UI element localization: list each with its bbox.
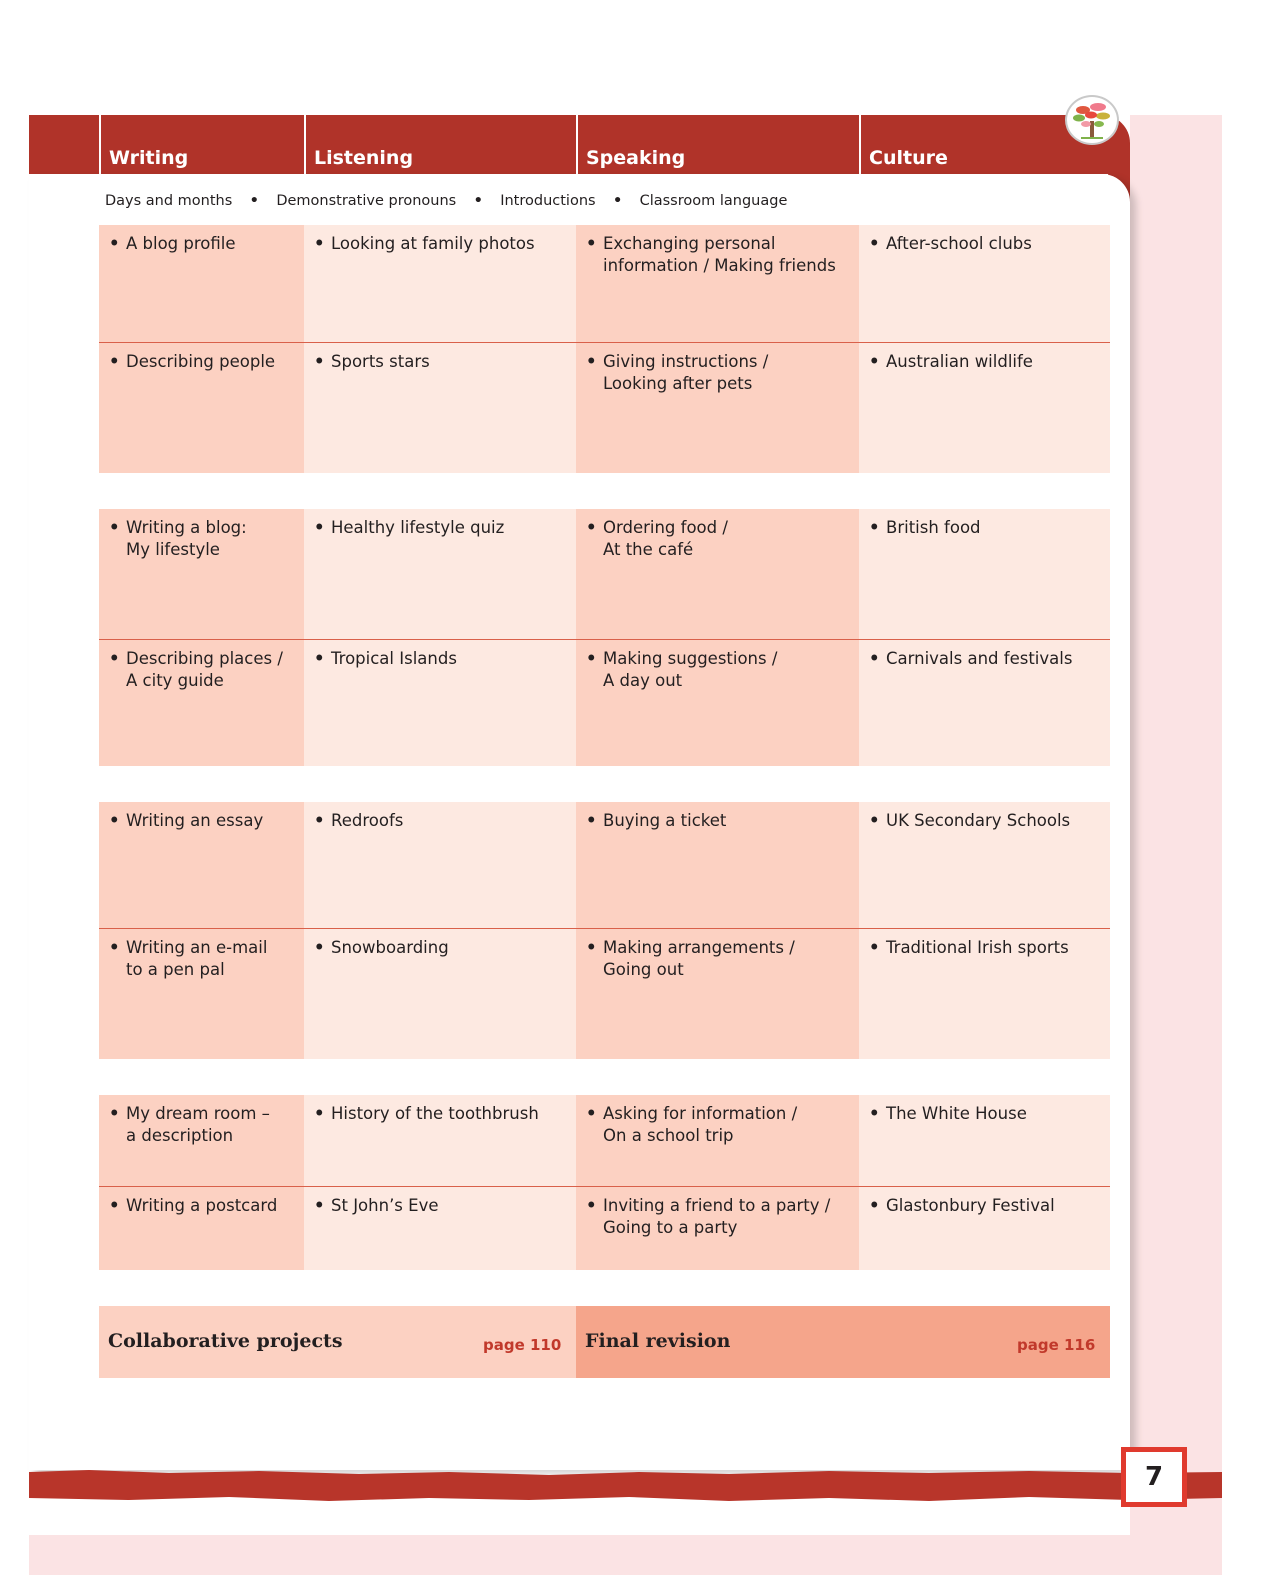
table-header [29, 115, 1130, 174]
table-cell [99, 1095, 304, 1187]
item-text: Making suggestions / A day out [603, 649, 778, 690]
list-item [869, 810, 1102, 832]
row-divider [99, 1186, 1110, 1187]
table-cell [99, 640, 304, 766]
table-cell [859, 929, 1110, 1059]
list-item [314, 648, 568, 670]
bullet-icon: • [869, 1104, 880, 1123]
table-cell [304, 225, 576, 342]
header-listening [304, 115, 576, 174]
header-label: Listening [314, 147, 414, 169]
header-label: Writing [109, 147, 189, 169]
item-text: Looking at family photos [331, 234, 535, 253]
list-item [109, 1103, 296, 1147]
topic-item: Demonstrative pronouns [276, 193, 457, 209]
item-text: Glastonbury Festival [886, 1196, 1055, 1215]
table-cell [304, 802, 576, 929]
item-text: Describing places / A city guide [126, 649, 283, 690]
topic-separator: • [612, 193, 623, 209]
table-cell [576, 509, 859, 640]
list-item [869, 1195, 1102, 1217]
list-item [109, 937, 296, 981]
list-item [314, 810, 568, 832]
bullet-icon: • [109, 1104, 120, 1123]
bullet-icon: • [109, 1196, 120, 1215]
table-cell [576, 225, 859, 342]
bullet-icon: • [869, 1196, 880, 1215]
table-row [99, 1095, 1110, 1187]
item-text: UK Secondary Schools [886, 811, 1071, 830]
topic-line [105, 193, 787, 209]
item-text: My dream room – a description [126, 1104, 270, 1145]
footer-row [99, 1306, 1110, 1378]
list-item [109, 648, 296, 692]
bullet-icon: • [869, 811, 880, 830]
final-revision-box [576, 1306, 1110, 1378]
item-text: British food [886, 518, 981, 537]
item-text: Making arrangements / Going out [603, 938, 795, 979]
table-row [99, 1187, 1110, 1270]
bullet-icon: • [314, 234, 325, 253]
footer-page-ref: page 116 [1017, 1336, 1096, 1354]
table-cell [304, 640, 576, 766]
list-item [586, 351, 851, 395]
table-row [99, 802, 1110, 929]
list-item [869, 648, 1102, 670]
bullet-icon: • [869, 518, 880, 537]
table-cell [304, 1095, 576, 1187]
table-row [99, 640, 1110, 766]
table-cell [859, 640, 1110, 766]
bullet-icon: • [109, 234, 120, 253]
bullet-icon: • [586, 649, 597, 668]
list-item [869, 351, 1102, 373]
table-cell [304, 509, 576, 640]
page-number-box [1121, 1447, 1187, 1507]
table-row [99, 929, 1110, 1059]
table-cell [99, 225, 304, 342]
table-cell [576, 1095, 859, 1187]
topic-item: Classroom language [639, 193, 788, 209]
bullet-icon: • [109, 352, 120, 371]
list-item [109, 1195, 296, 1217]
bullet-icon: • [109, 938, 120, 957]
list-item [109, 810, 296, 832]
bottom-band [29, 1535, 1222, 1575]
topic-item: Days and months [105, 193, 233, 209]
item-text: Writing an essay [126, 811, 264, 830]
bullet-icon: • [109, 811, 120, 830]
table-cell [859, 343, 1110, 473]
table-cell [576, 802, 859, 929]
header-label: Speaking [586, 147, 686, 169]
list-item [586, 648, 851, 692]
item-text: Writing an e-mail to a pen pal [126, 938, 268, 979]
list-item [869, 1103, 1102, 1125]
item-text: St John’s Eve [331, 1196, 439, 1215]
header-label: Culture [869, 147, 948, 169]
bullet-icon: • [109, 649, 120, 668]
list-item [586, 517, 851, 561]
item-text: Ordering food / At the café [603, 518, 728, 559]
footer-page-ref: page 110 [483, 1336, 562, 1354]
list-item [109, 517, 296, 561]
item-text: Snowboarding [331, 938, 449, 957]
tree-logo-icon [1065, 95, 1119, 145]
list-item [869, 517, 1102, 539]
list-item [314, 1103, 568, 1125]
item-text: Sports stars [331, 352, 430, 371]
list-item [586, 233, 851, 277]
table-cell [576, 929, 859, 1059]
item-text: Writing a postcard [126, 1196, 278, 1215]
item-text: Writing a blog: My lifestyle [126, 518, 247, 559]
table-cell [859, 1187, 1110, 1270]
bullet-icon: • [314, 1104, 325, 1123]
table-cell [99, 1187, 304, 1270]
list-item [586, 810, 851, 832]
item-text: Describing people [126, 352, 276, 371]
bullet-icon: • [586, 1104, 597, 1123]
list-item [109, 233, 296, 255]
bullet-icon: • [586, 938, 597, 957]
page-edge-strip [1130, 115, 1222, 1575]
footer-title: Final revision [585, 1330, 731, 1352]
item-text: Tropical Islands [331, 649, 457, 668]
bullet-icon: • [109, 518, 120, 537]
bullet-icon: • [314, 1196, 325, 1215]
list-item [314, 517, 568, 539]
item-text: Inviting a friend to a party / Going to a party [603, 1196, 831, 1237]
bullet-icon: • [586, 234, 597, 253]
header-writing [99, 115, 304, 174]
row-divider [99, 639, 1110, 640]
bullet-icon: • [586, 518, 597, 537]
page-number: 7 [1144, 1462, 1164, 1492]
list-item [314, 233, 568, 255]
item-text: Exchanging personal information / Making friends [603, 234, 836, 275]
table-cell [859, 802, 1110, 929]
item-text: Buying a ticket [603, 811, 727, 830]
table-cell [99, 929, 304, 1059]
bullet-icon: • [314, 649, 325, 668]
item-text: Carnivals and festivals [886, 649, 1073, 668]
bullet-icon: • [314, 518, 325, 537]
bullet-icon: • [586, 811, 597, 830]
footer-title: Collaborative projects [108, 1330, 343, 1352]
list-item [586, 937, 851, 981]
table-cell [304, 929, 576, 1059]
list-item [109, 351, 296, 373]
list-item [869, 937, 1102, 959]
bullet-icon: • [869, 938, 880, 957]
item-text: Traditional Irish sports [886, 938, 1069, 957]
bullet-icon: • [869, 234, 880, 253]
list-item [586, 1195, 851, 1239]
table-cell [99, 509, 304, 640]
list-item [314, 1195, 568, 1217]
item-text: Giving instructions / Looking after pets [603, 352, 769, 393]
topic-item: Introductions [500, 193, 596, 209]
list-item [586, 1103, 851, 1147]
torn-paper-band [29, 1470, 1222, 1502]
table-cell [304, 343, 576, 473]
item-text: The White House [886, 1104, 1027, 1123]
item-text: Healthy lifestyle quiz [331, 518, 505, 537]
bullet-icon: • [314, 938, 325, 957]
table-row [99, 509, 1110, 640]
item-text: A blog profile [126, 234, 236, 253]
list-item [314, 937, 568, 959]
item-text: After-school clubs [886, 234, 1032, 253]
table-row [99, 225, 1110, 342]
bullet-icon: • [869, 352, 880, 371]
table-cell [576, 343, 859, 473]
item-text: History of the toothbrush [331, 1104, 539, 1123]
bullet-icon: • [314, 352, 325, 371]
topic-separator: • [249, 193, 259, 209]
bullet-icon: • [869, 649, 880, 668]
table-cell [576, 1187, 859, 1270]
collaborative-projects-box [99, 1306, 576, 1378]
bullet-icon: • [586, 1196, 597, 1215]
list-item [869, 233, 1102, 255]
row-divider [99, 928, 1110, 929]
topic-separator: • [473, 193, 483, 209]
table-cell [859, 509, 1110, 640]
header-speaking [576, 115, 859, 174]
table-row [99, 343, 1110, 473]
table-cell [99, 802, 304, 929]
table-cell [859, 1095, 1110, 1187]
item-text: Australian wildlife [886, 352, 1033, 371]
table-cell [859, 225, 1110, 342]
item-text: Redroofs [331, 811, 404, 830]
list-item [314, 351, 568, 373]
item-text: Asking for information / On a school trip [603, 1104, 798, 1145]
bullet-icon: • [586, 352, 597, 371]
table-cell [576, 640, 859, 766]
row-divider [99, 342, 1110, 343]
table-cell [304, 1187, 576, 1270]
table-cell [99, 343, 304, 473]
bullet-icon: • [314, 811, 325, 830]
